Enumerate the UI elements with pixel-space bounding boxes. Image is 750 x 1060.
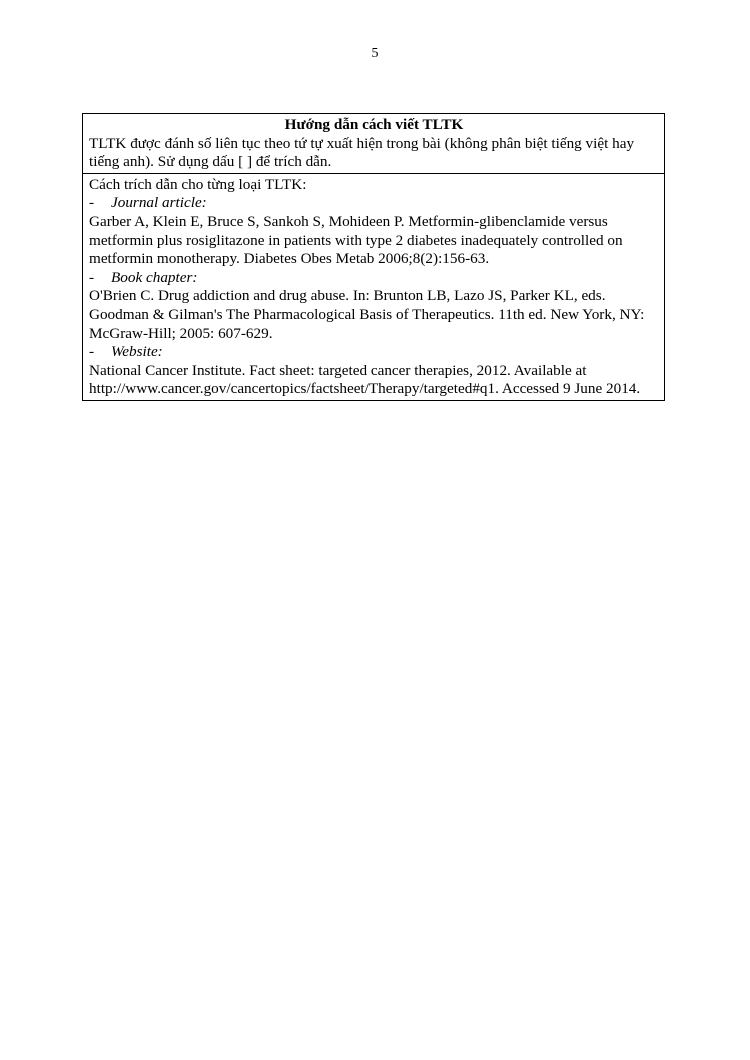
book-chapter-label: Book chapter: — [111, 268, 198, 286]
guide-header-section — [83, 114, 664, 173]
journal-article-heading — [89, 194, 659, 213]
list-dash: - — [89, 343, 95, 361]
reference-guide-box — [82, 113, 665, 401]
citation-intro: Cách trích dẫn cho từng loại TLTK: — [89, 175, 307, 193]
journal-article-example: Garber A, Klein E, Bruce S, Sankoh S, Mohideen P. Metformin-glibenclamide versus metformin plus rosiglitazone in patients with type 2 diabetes inadequately controlled on metformin monotherapy. Diabetes Obes Metab 2006;8(2):156-63. — [89, 212, 623, 268]
website-heading — [89, 343, 659, 362]
journal-article-label: Journal article: — [111, 194, 207, 212]
list-dash: - — [89, 194, 95, 212]
citation-examples-section — [83, 173, 664, 400]
page-number: 5 — [371, 46, 379, 61]
guide-intro: TLTK được đánh số liên tục theo tứ tự xuất hiện trong bài (không phân biệt tiếng việt hay tiếng anh). Sử dụng dấu [ ] để trích dẫn. — [89, 134, 635, 171]
list-dash: - — [89, 268, 95, 286]
website-example: National Cancer Institute. Fact sheet: targeted cancer therapies, 2012. Available at http://www.cancer.gov/cancertopics/factsheet/Therapy/targeted#q1. Accessed 9 June 2014. — [89, 361, 641, 398]
book-chapter-heading — [89, 269, 659, 288]
book-chapter-example: O'Brien C. Drug addiction and drug abuse. In: Brunton LB, Lazo JS, Parker KL, eds. Goodman & Gilman's The Pharmacological Basis of Therapeutics. 11th ed. New York, NY: McGraw-Hill; 2005: 607-629. — [89, 287, 645, 342]
website-label: Website: — [111, 343, 163, 361]
guide-title: Hướng dẫn cách viết TLTK — [284, 116, 464, 133]
